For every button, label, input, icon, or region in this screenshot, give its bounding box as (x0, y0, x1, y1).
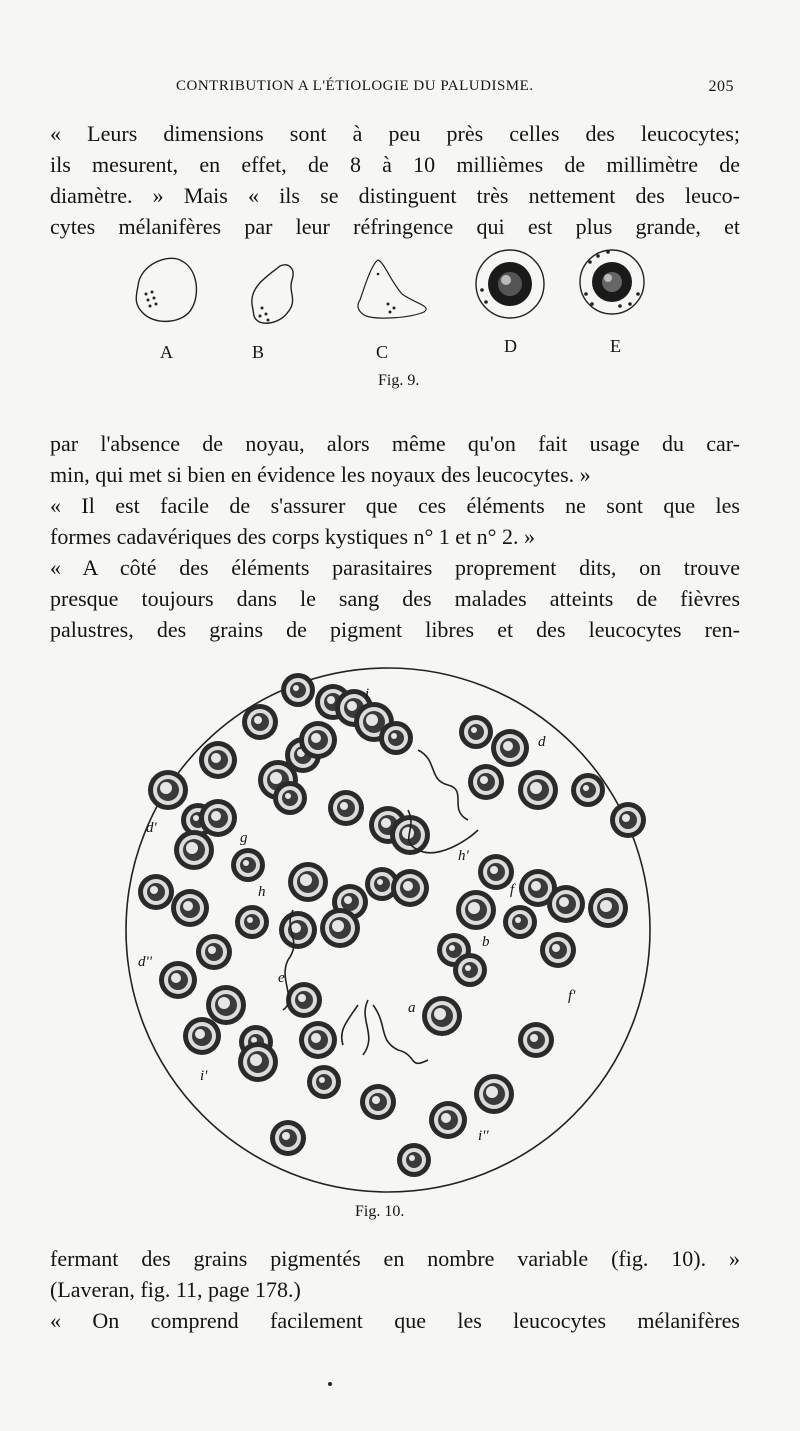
blood-cell (540, 932, 576, 968)
blood-cell (235, 905, 269, 939)
blood-cell (588, 888, 628, 928)
figure-10-label-h-prime: h' (458, 848, 469, 864)
blood-cell (242, 704, 278, 740)
text-line: par l'absence de noyau, alors même qu'on fait usage du car- (50, 431, 740, 456)
blood-cell (320, 908, 360, 948)
text-line: « Leurs dimensions sont à peu près celles des leucocytes; (50, 121, 740, 146)
text-line: ils mesurent, en effet, de 8 à 10 millièmes de millimètre de (50, 152, 740, 177)
figure-10-label-g: g (240, 830, 248, 846)
blood-cell (379, 721, 413, 755)
figure-10-label-e: e (278, 970, 285, 986)
blood-cell (299, 721, 337, 759)
blood-cell (174, 830, 214, 870)
blood-cell (422, 996, 462, 1036)
paragraph-1 (50, 118, 740, 242)
figure-9-label-e: E (610, 336, 621, 356)
ink-speck (328, 1382, 332, 1386)
figure-10-label-i-double-prime: i'' (478, 1128, 489, 1144)
blood-cell (159, 961, 197, 999)
figure-10-label-d: d (538, 734, 546, 750)
blood-cell (474, 1074, 514, 1114)
figure-10-label-i: i (365, 686, 370, 702)
blood-cell (610, 802, 646, 838)
blood-cell (518, 770, 558, 810)
text-line: min, qui met si bien en évidence les noyaux des leucocytes. » (50, 462, 591, 487)
running-title: CONTRIBUTION A L'ÉTIOLOGIE DU PALUDISME. (176, 78, 534, 94)
cell-b (252, 265, 293, 323)
blood-cell (468, 764, 504, 800)
blood-cell (281, 673, 315, 707)
figure-10-label-d-prime: d' (146, 820, 157, 836)
text-line: « Il est facile de s'assurer que ces éléments ne sont que les (50, 493, 740, 518)
text-line: presque toujours dans le sang des malades atteints de fièvres (50, 586, 740, 611)
blood-cell (288, 862, 328, 902)
figure-9-label-d: D (504, 336, 517, 356)
figure-10-label-h: h (258, 884, 266, 900)
blood-cell (459, 715, 493, 749)
paragraph-3 (50, 1243, 740, 1336)
blood-cell (270, 1120, 306, 1156)
blood-cell (503, 905, 537, 939)
figure-9-label-c: C (376, 342, 389, 362)
figure-10-label-i-prime: i' (200, 1068, 208, 1084)
text-line: « On comprend facilement que les leucocytes mélanifères (50, 1308, 740, 1333)
running-header (52, 76, 742, 102)
figure-9-label-a: A (160, 342, 173, 362)
blood-cell (571, 773, 605, 807)
text-line: cytes mélanifères par leur réfringence qui est plus grande, et (50, 214, 740, 239)
page-number: 205 (708, 78, 734, 95)
text-line: fermant des grains pigmentés en nombre variable (fig. 10). » (50, 1246, 740, 1271)
figure-10-illustration (118, 660, 658, 1200)
blood-cell (238, 1042, 278, 1082)
figure-10-label-f-prime: f' (568, 988, 576, 1004)
blood-cell (183, 1017, 221, 1055)
blood-cell (328, 790, 364, 826)
blood-cell (196, 934, 232, 970)
figure-10-label-d-double-prime: d'' (138, 954, 152, 970)
blood-cell (206, 985, 246, 1025)
figure-10-label-b: b (482, 934, 490, 950)
blood-cell (171, 889, 209, 927)
text-line: diamètre. » Mais « ils se distinguent très nettement des leuco- (50, 183, 740, 208)
blood-cell (547, 885, 585, 923)
text-line: formes cadavériques des corps kystiques n° 1 et n° 2. » (50, 524, 535, 549)
blood-cell (391, 869, 429, 907)
text-line: palustres, des grains de pigment libres et des leucocytes ren- (50, 617, 740, 642)
blood-cell (429, 1101, 467, 1139)
paragraph-2 (50, 428, 740, 645)
blood-cell (138, 874, 174, 910)
blood-cell (148, 770, 188, 810)
blood-cell (491, 729, 529, 767)
figure-10-caption: Fig. 10. (355, 1203, 405, 1220)
cell-a (136, 258, 196, 321)
blood-cell (478, 854, 514, 890)
blood-cell (518, 1022, 554, 1058)
blood-cell (397, 1143, 431, 1177)
red-blood-cells (138, 673, 646, 1177)
blood-cell (453, 953, 487, 987)
blood-cell (199, 799, 237, 837)
figure-9-caption: Fig. 9. (378, 372, 420, 389)
cell-e (580, 250, 644, 314)
blood-cell (286, 982, 322, 1018)
blood-cell (390, 815, 430, 855)
blood-cell (299, 1021, 337, 1059)
blood-cell (279, 911, 317, 949)
figure-10-label-a: a (408, 1000, 416, 1016)
cell-d (476, 250, 544, 318)
blood-cell (360, 1084, 396, 1120)
text-line: (Laveran, fig. 11, page 178.) (50, 1277, 301, 1302)
blood-cell (199, 741, 237, 779)
cell-c (358, 260, 426, 318)
text-line: « A côté des éléments parasitaires proprement dits, on trouve (50, 555, 740, 580)
blood-cell (231, 848, 265, 882)
blood-cell (273, 781, 307, 815)
figure-10-label-f: f (510, 882, 515, 898)
figure-9-label-b: B (252, 342, 265, 362)
blood-cell (307, 1065, 341, 1099)
blood-cell (456, 890, 496, 930)
